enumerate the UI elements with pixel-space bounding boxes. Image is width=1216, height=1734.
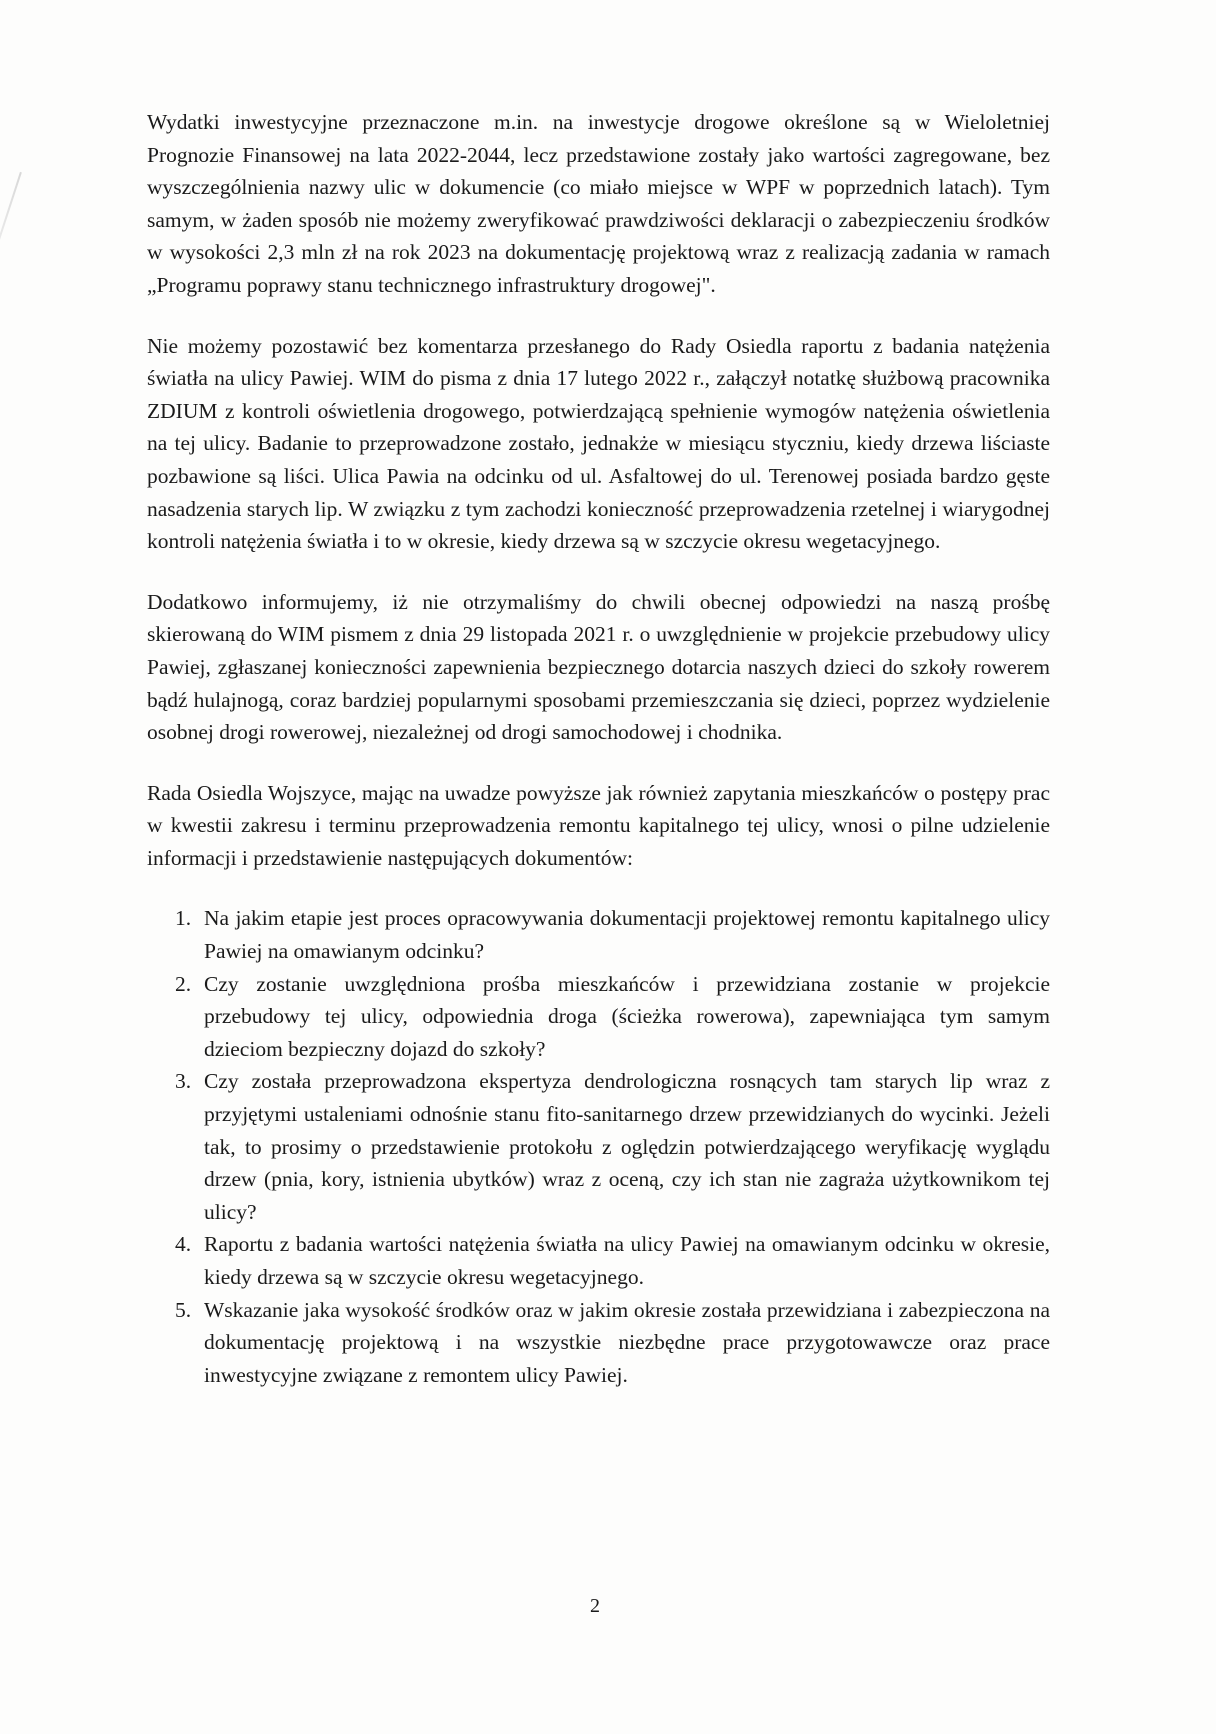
paragraph-wpf: Wydatki inwestycyjne przeznaczone m.in. na inwestycje drogowe określone są w Wieloletniej Prognozie Finansowej na lata 2022-2044, lecz przedstawione zostały jako wartości zagregowane, bez wyszczególnienia nazwy ulic w dokumencie (co miało miejsce w WPF w poprzednich latach). Tym samym, w żaden sposób nie możemy zweryfikować prawdziwości deklaracji o zabezpieczeniu środków w wysokości 2,3 mln zł na rok 2023 na dokumentację projektową wraz z realizacją zadania w ramach „Programu poprawy stanu technicznego infrastruktury drogowej". [147, 110, 1050, 297]
list-item-number: 4. [175, 1232, 192, 1257]
list-item [147, 1294, 1050, 1392]
list-item [147, 1228, 1050, 1293]
paragraph-bike-path-request: Dodatkowo informujemy, iż nie otrzymaliśmy do chwili obecnej odpowiedzi na naszą prośbę skierowaną do WIM pismem z dnia 29 listopada 2021 r. o uwzględnienie w projekcie przebudowy ulicy Pawiej, zgłaszanej konieczności zapewnienia bezpiecznego dotarcia naszych dzieci do szkoły rowerem bądź hulajnogą, coraz bardziej popularnymi sposobami przemieszczania się dzieci, poprzez wydzielenie osobnej drogi rowerowej, niezależnej od drogi samochodowej i chodnika. [147, 589, 1050, 745]
paragraph-council-request: Rada Osiedla Wojszyce, mając na uwadze powyższe jak również zapytania mieszkańców o postępy prac w kwestii zakresu i terminu przeprowadzenia remontu kapitalnego tej ulicy, wnosi o pilne udzielenie informacji i przedstawienie następujących dokumentów: [147, 780, 1050, 870]
list-item-number: 5. [175, 1297, 192, 1322]
list-item [147, 968, 1050, 1066]
list-item-number: 3. [175, 1069, 192, 1094]
list-item [147, 1065, 1050, 1228]
list-item-text: Raportu z badania wartości natężenia światła na ulicy Pawiej na omawianym odcinku w okresie, kiedy drzewa są w szczycie okresu wegetacyjnego. [204, 1232, 1050, 1289]
list-item-text: Czy została przeprowadzona ekspertyza dendrologiczna rosnących tam starych lip wraz z przyjętymi ustaleniami odnośnie stanu fito-sanitarnego drzew przewidzianych do wycinki. Jeżeli tak, to prosimy o przedstawienie protokołu z oględzin potwierdzającego weryfikację wyglądu drzew (pnia, kory, istnienia ubytków) wraz z oceną, czy ich stan nie zagraża użytkownikom tej ulicy? [204, 1069, 1050, 1224]
list-item [147, 902, 1050, 967]
requests-list [147, 902, 1050, 1391]
scan-artifact [0, 172, 22, 258]
list-item-number: 1. [175, 906, 192, 931]
list-item-number: 2. [175, 971, 192, 996]
document-body [147, 106, 1050, 1391]
list-item-text: Na jakim etapie jest proces opracowywania dokumentacji projektowej remontu kapitalnego ulicy Pawiej na omawianym odcinku? [204, 906, 1050, 964]
list-item-text: Czy zostanie uwzględniona prośba mieszkańców i przewidziana zostanie w projekcie przebudowy tej ulicy, odpowiednia droga (ścieżka rowerowa), zapewniająca tym samym dzieciom bezpieczny dojazd do szkoły? [204, 971, 1050, 1061]
paragraph-lighting-report: Nie możemy pozostawić bez komentarza przesłanego do Rady Osiedla raportu z badania natężenia światła na ulicy Pawiej. WIM do pisma z dnia 17 lutego 2022 r., załączył notatkę służbową pracownika ZDIUM z kontroli oświetlenia drogowego, potwierdzającą spełnienie wymogów natężenia oświetlenia na tej ulicy. Badanie to przeprowadzone zostało, jednakże w miesiącu styczniu, kiedy drzewa liściaste pozbawione są liści. Ulica Pawia na odcinku od ul. Asfaltowej do ul. Terenowej posiada bardzo gęste nasadzenia starych lip. W związku z tym zachodzi konieczność przeprowadzenia rzetelnej i wiarygodnej kontroli natężenia światła i to w okresie, kiedy drzewa są w szczycie okresu wegetacyjnego. [147, 333, 1050, 554]
page-number: 2 [590, 1595, 600, 1617]
list-item-text: Wskazanie jaka wysokość środków oraz w jakim okresie została przewidziana i zabezpieczona na dokumentację projektową i na wszystkie niezbędne prace przygotowawcze oraz prace inwestycyjne związane z remontem ulicy Pawiej. [204, 1297, 1050, 1387]
